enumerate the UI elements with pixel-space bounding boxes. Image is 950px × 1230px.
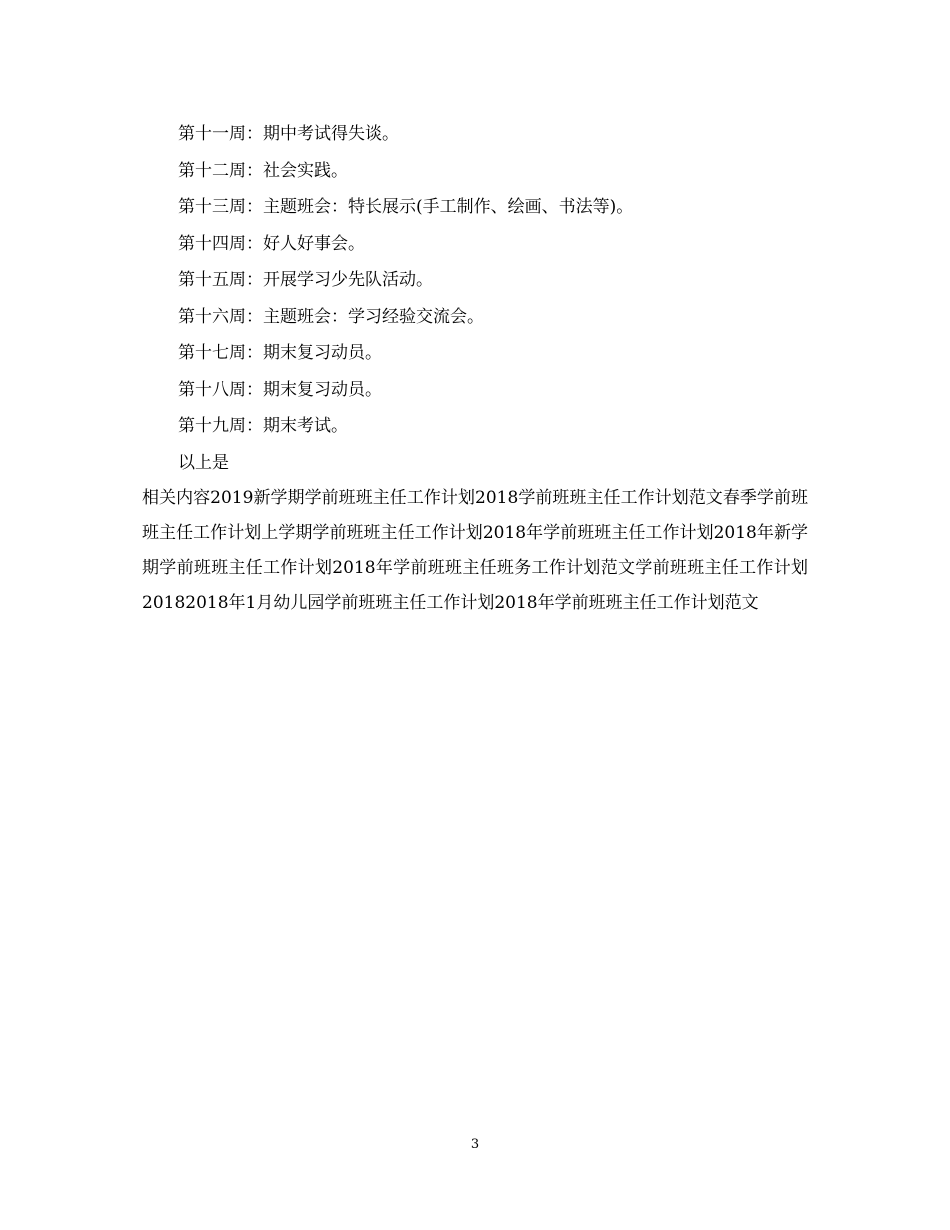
week-item-19: 第十九周：期末考试。	[178, 416, 348, 436]
week-item-14: 第十四周：好人好事会。	[178, 233, 365, 254]
week-item-12: 第十二周：社会实践。	[178, 160, 348, 181]
page-content	[142, 116, 808, 621]
week-item-13: 第十三周：主题班会：特长展示(手工制作、绘画、书法等)。	[178, 197, 634, 217]
closing-intro-text: 以上是	[178, 452, 229, 473]
week-item-18: 第十八周：期末复习动员。	[178, 379, 382, 400]
week-item-15: 第十五周：开展学习少先队活动。	[178, 270, 433, 290]
related-content-paragraph: 相关内容2019新学期学前班班主任工作计划2018学前班班主任工作计划范文春季学前班班主任工作计划上学期学前班班主任工作计划2018年学前班班主任工作计划2018年新学期学前班班主任工作计划2018年学前班班主任班务工作计划范文学前班班主任工作计划20182018年1月幼儿园学前班班主任工作计划2018年学前班班主任工作计划范文	[142, 487, 808, 613]
week-item-11: 第十一周：期中考试得失谈。	[178, 124, 399, 144]
week-item-17: 第十七周：期末复习动员。	[178, 343, 382, 363]
week-item-16: 第十六周：主题班会：学习经验交流会。	[178, 306, 484, 327]
page-number: 3	[470, 1137, 480, 1152]
